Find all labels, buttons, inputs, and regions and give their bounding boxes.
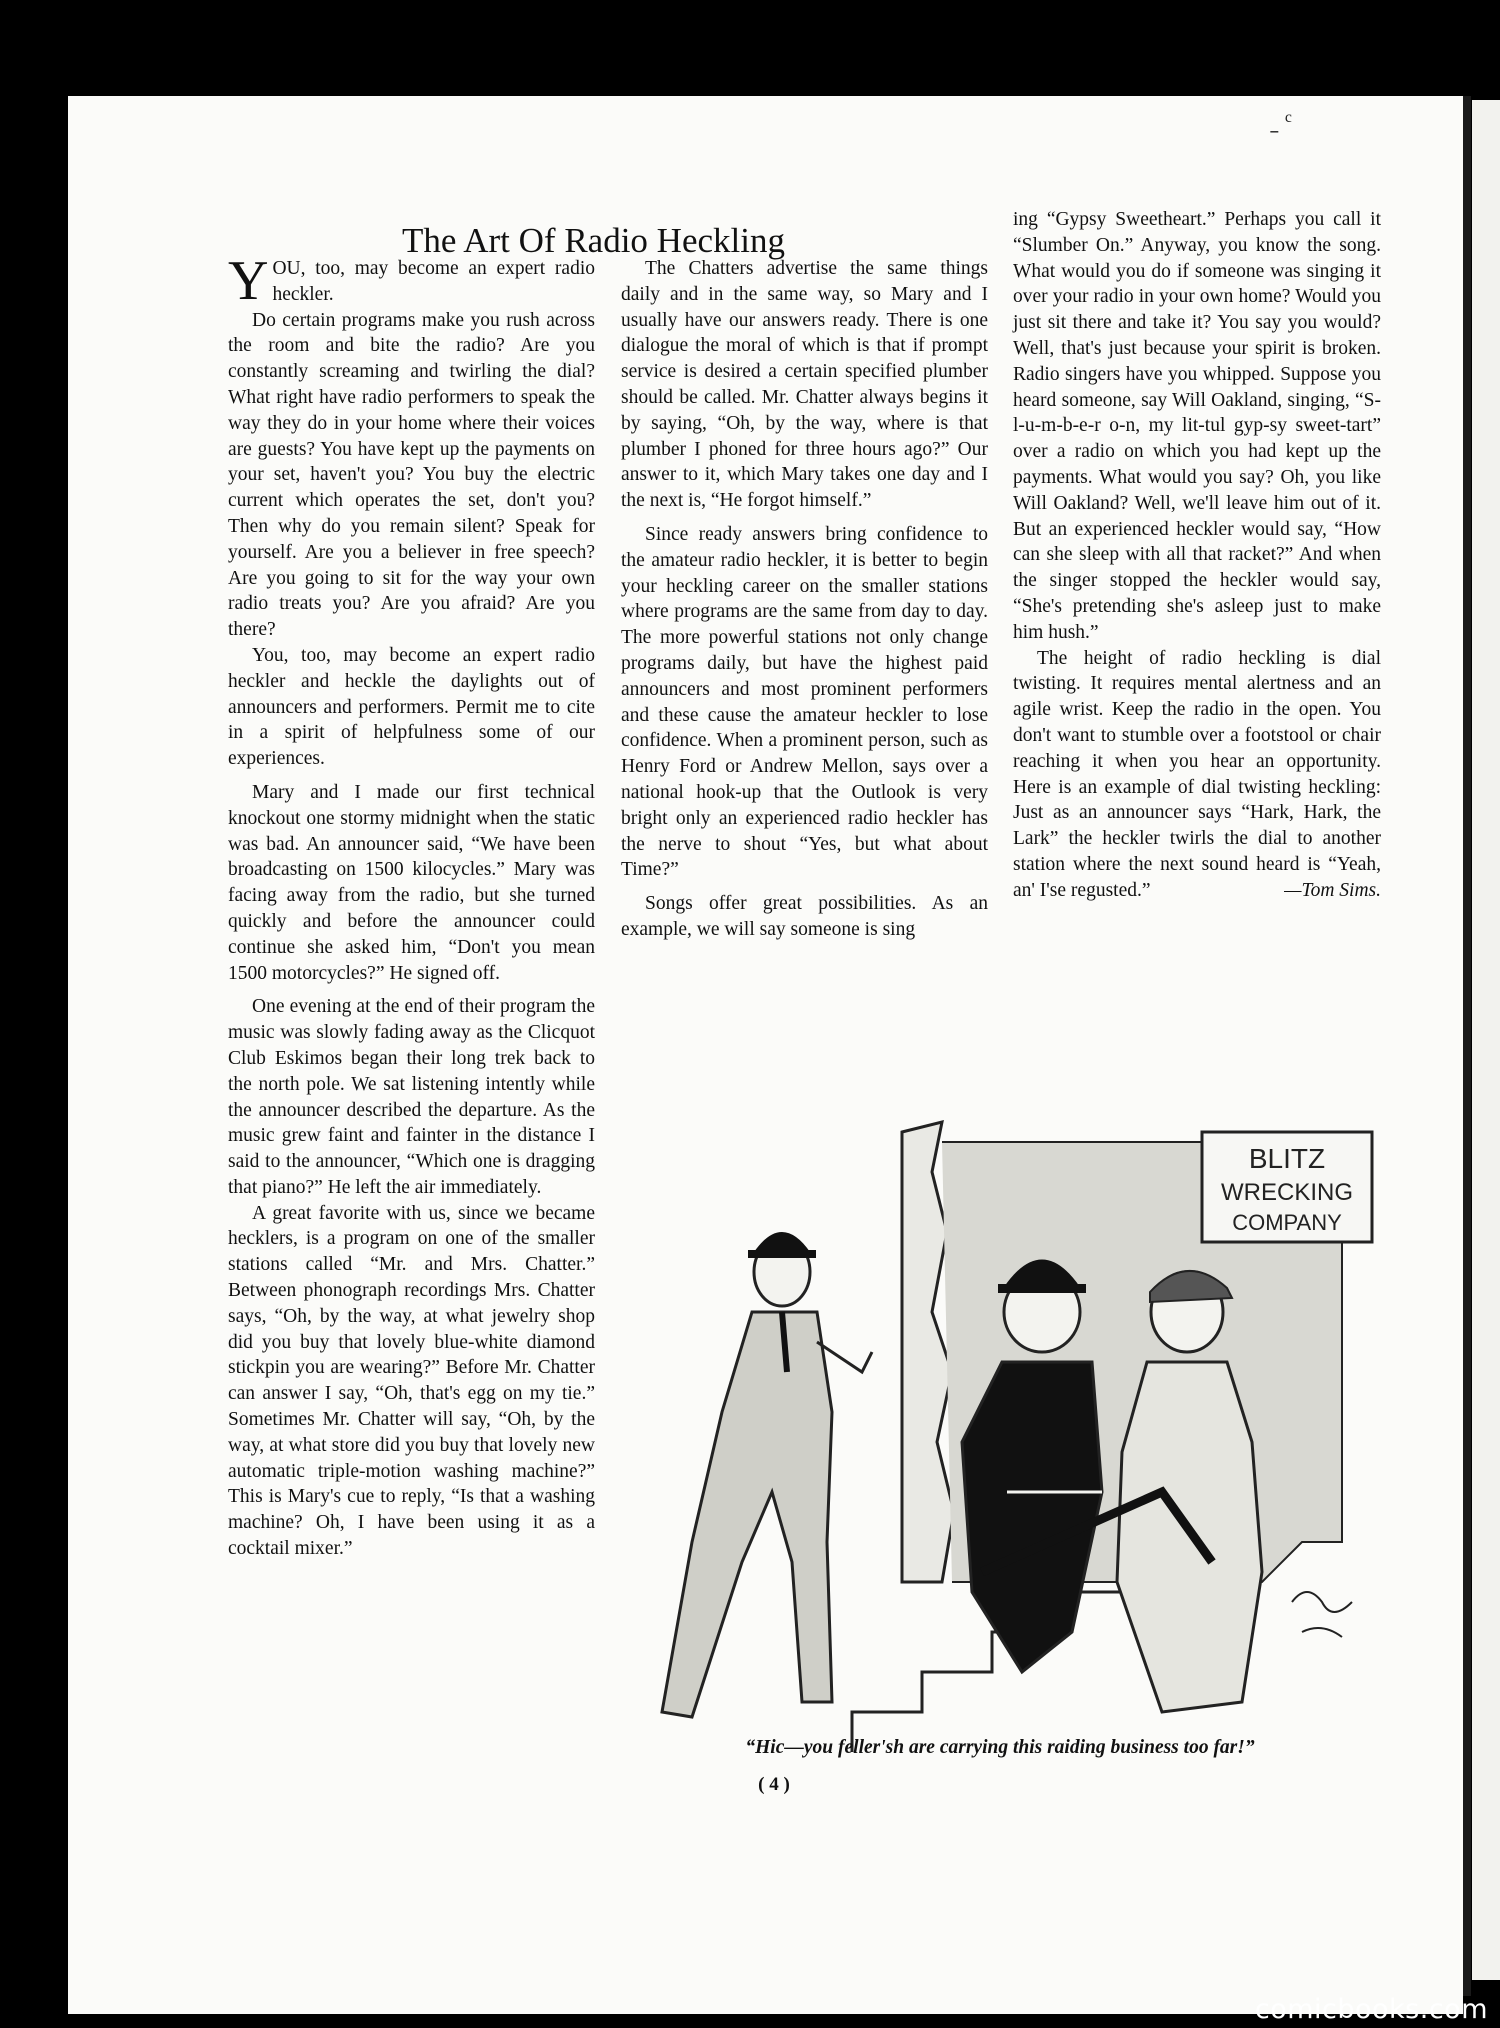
- sign-text-3: COMPANY: [1232, 1210, 1342, 1235]
- text-column-3: [1013, 207, 1381, 904]
- drunk-man-figure: [662, 1232, 872, 1717]
- article-title: The Art Of Radio Heckling: [402, 221, 785, 261]
- paragraph: Do certain programs make you rush across the room and bite the radio? Are you constantly screaming and twirling the dial? What right have radio performers to speak the way they do in your home where their voices are guests? You have kept up the payments on your set, haven't you? You buy the electric current which operates the set, don't you? Then why do you remain silent? Speak for yourself. Are you a believer in free speech? Are you going to sit for the way your own radio treats you? Are you afraid? Are you there?: [228, 309, 595, 641]
- watermark: comicbooks.com: [1254, 1994, 1488, 2025]
- author-signature: —Tom Sims.: [1284, 879, 1381, 901]
- sign-text-2: WRECKING: [1221, 1179, 1353, 1206]
- paragraph: The Chatters advertise the same things daily and in the same way, so Mary and I usually have our answers ready. There is one dialogue the moral of which is that if prompt service is desired a certain specified plumber should be called. Mr. Chatter always begins it by saying, “Oh, by the way, where is that plumber I phoned for three hours ago?” Our answer to it, which Mary takes one day and I the next is, “He forgot himself.”: [621, 258, 988, 512]
- cartoon-caption: “Hic—you feller'sh are carrying this raiding business too far!”: [745, 1737, 1255, 1758]
- drop-cap: Y: [228, 250, 269, 312]
- paragraph: You, too, may become an expert radio heckler and heckle the daylights out of announcers and performers. Permit me to cite in a spirit of helpfulness some of our experiences.: [228, 644, 595, 770]
- next-page-edge: [1472, 100, 1500, 1980]
- corner-marks: ˍ ᶜ: [1270, 106, 1292, 135]
- paragraph: YOU, too, may become an expert radio heckler.: [228, 250, 595, 312]
- page-gutter: [1463, 96, 1471, 1996]
- artist-signature: [1292, 1592, 1352, 1637]
- text-column-2: [621, 256, 988, 943]
- text-column-1: [228, 250, 595, 1562]
- cartoon-illustration: [602, 1112, 1402, 1752]
- paragraph: A great favorite with us, since we became hecklers, is a program on one of the smaller stations called “Mr. and Mrs. Chatter.” Between phonograph recordings Mrs. Chatter says, “Oh, by the way, at what jewelry shop did you buy that lovely blue-white diamond stickpin you are wearing?” Before Mr. Chatter can answer I say, “Oh, that's egg on my tie.” Sometimes Mr. Chatter will say, “Oh, by the way, at what store did you buy that lovely new automatic triple-motion washing machine?” This is Mary's cue to reply, “Is that a washing machine? Oh, I have been using it as a cocktail mixer.”: [228, 1202, 595, 1560]
- sign-text-1: BLITZ: [1248, 1143, 1326, 1174]
- page-number: ( 4 ): [758, 1774, 790, 1795]
- paragraph: ing “Gypsy Sweetheart.” Perhaps you call it “Slumber On.” Anyway, you know the song. What would you do if someone was singing it over your radio in your own home? Would you just sit there and take it? You say you would? Well, that's just because your spirit is broken. Radio singers have you whipped. Suppose you heard someone, say Will Oakland, singing, “S-l-u-m-b-e-r o-n, my lit-tul gyp-sy sweet-tart” over a radio on which you had kept up the payments. What would you say? Oh, you like Will Oakland? Well, we'll leave him out of it. But an experienced heckler would say, “How can she sleep with all that racket?” And when the singer stopped the heckler would say, “She's pretending she's asleep just to make him hush.”: [1013, 209, 1381, 643]
- paragraph: Since ready answers bring confidence to the amateur radio heckler, it is better to begin your heckling career on the smaller stations where programs are the same from day to day. The more powerful stations not only change programs daily, but have the highest paid announcers and most prominent performers and these cause the amateur heckler to lose confidence. When a prominent person, such as Henry Ford or Andrew Mellon, says over a national hook-up that the Outlook is very bright only an experienced radio heckler has the nerve to shout “Yes, but what about Time?”: [621, 523, 988, 881]
- paragraph: Mary and I made our first technical knockout one stormy midnight when the static was bad. An announcer said, “We have been broadcasting on 1500 kilocycles.” Mary was facing away from the radio, but she turned quickly and before the announcer could continue she asked him, “Don't you mean 1500 motorcycles?” He signed off.: [228, 781, 595, 984]
- paragraph: Songs offer great possibilities. As an example, we will say someone is sing: [621, 893, 988, 940]
- paragraph: One evening at the end of their program the music was slowly fading away as the Clicquot Club Eskimos began their long trek back to the north pole. We sat listening intently while the announcer described the departure. As the music grew faint and fainter in the distance I said to the announcer, “Which one is dragging that piano?” He left the air immediately.: [228, 996, 595, 1198]
- paragraph: The height of radio heckling is dial twisting. It requires mental alertness and an agile wrist. Keep the radio in the open. You don't want to stumble over a footstool or chair reaching it when you hear an opportunity. Here is an example of dial twisting heckling: Just as an announcer says “Hark, Hark, the Lark” the heckler twirls the dial to another station where the next sound heard is “Yeah, an' I'se regusted.” —Tom Sims.: [1013, 646, 1381, 904]
